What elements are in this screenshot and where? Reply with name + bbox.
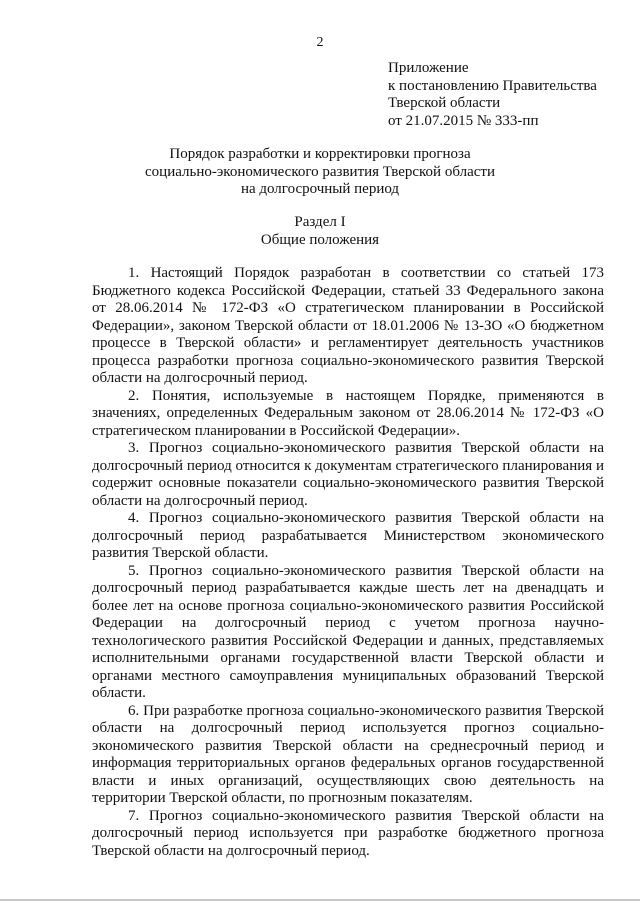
document-title <box>0 146 640 199</box>
section-number: Раздел I <box>294 214 346 230</box>
title-line: социально-экономического развития Тверской области <box>145 163 495 180</box>
appendix-line: от 21.07.2015 № 333-пп <box>388 112 539 129</box>
paragraph-3: 3. Прогноз социально-экономического развития Тверской области на долгосрочный период относится к документам стратегического планирования и содержит основные показатели социально-экономического развития Тверской области на долгосрочный период. <box>92 440 604 509</box>
appendix-line: к постановлению Правительства <box>388 77 597 94</box>
appendix-line: Приложение <box>388 60 469 76</box>
section-name: Общие положения <box>260 231 380 248</box>
scan-bottom-edge <box>0 899 640 901</box>
appendix-header <box>388 60 628 130</box>
paragraph-4: 4. Прогноз социально-экономического развития Тверской области на долгосрочный период разрабатывается Министерством экономического развития Тверской области. <box>92 510 604 561</box>
appendix-line: Тверской области <box>388 95 501 111</box>
title-line: на долгосрочный период <box>240 181 400 197</box>
paragraph-1: 1. Настоящий Порядок разработан в соответствии со статьей 173 Бюджетного кодекса Российской Федерации, статьей 33 Федерального закона от 28.06.2014 № 172-ФЗ «О стратегическом планировании в Российской Федерации», законом Тверской области от 18.01.2006 № 13-ЗО «О бюджетном процессе в Тверской области» и регламентирует деятельность участников процесса разработки прогноза социально-экономического развития Тверской области на долгосрочный период. <box>92 265 604 386</box>
paragraph-2: 2. Понятия, используемые в настоящем Порядке, применяются в значениях, определенных Федеральным законом от 28.06.2014 № 172-ФЗ «О стратегическом планировании в Российской Федерации». <box>92 387 604 439</box>
paragraph-6: 6. При разработке прогноза социально-экономического развития Тверской области на долгосрочный период используется прогноз социально-экономического развития Тверской области на среднесрочный период и информация территориальных органов федеральных органов государственной власти и иных организаций, осуществляющих свою деятельность на территории Тверской области, по прогнозным показателям. <box>92 702 604 806</box>
paragraph-5: 5. Прогноз социально-экономического развития Тверской области на долгосрочный период разрабатывается каждые шесть лет на двенадцать и более лет на основе прогноза социально-экономического развития Российской Федерации на долгосрочный период с учетом прогноза научно-технологического развития Российской Федерации и данных, представляемых исполнительными органами государственной власти Тверской области и органами местного самоуправления муниципальных образований Тверской области. <box>92 562 604 701</box>
paragraph-7: 7. Прогноз социально-экономического развития Тверской области на долгосрочный период используется при разработке бюджетного прогноза Тверской области на долгосрочный период. <box>92 807 604 859</box>
document-body <box>92 265 604 860</box>
section-heading <box>0 214 640 249</box>
page-number: 2 <box>316 35 324 50</box>
title-line: Порядок разработки и корректировки прогноза <box>169 146 471 162</box>
